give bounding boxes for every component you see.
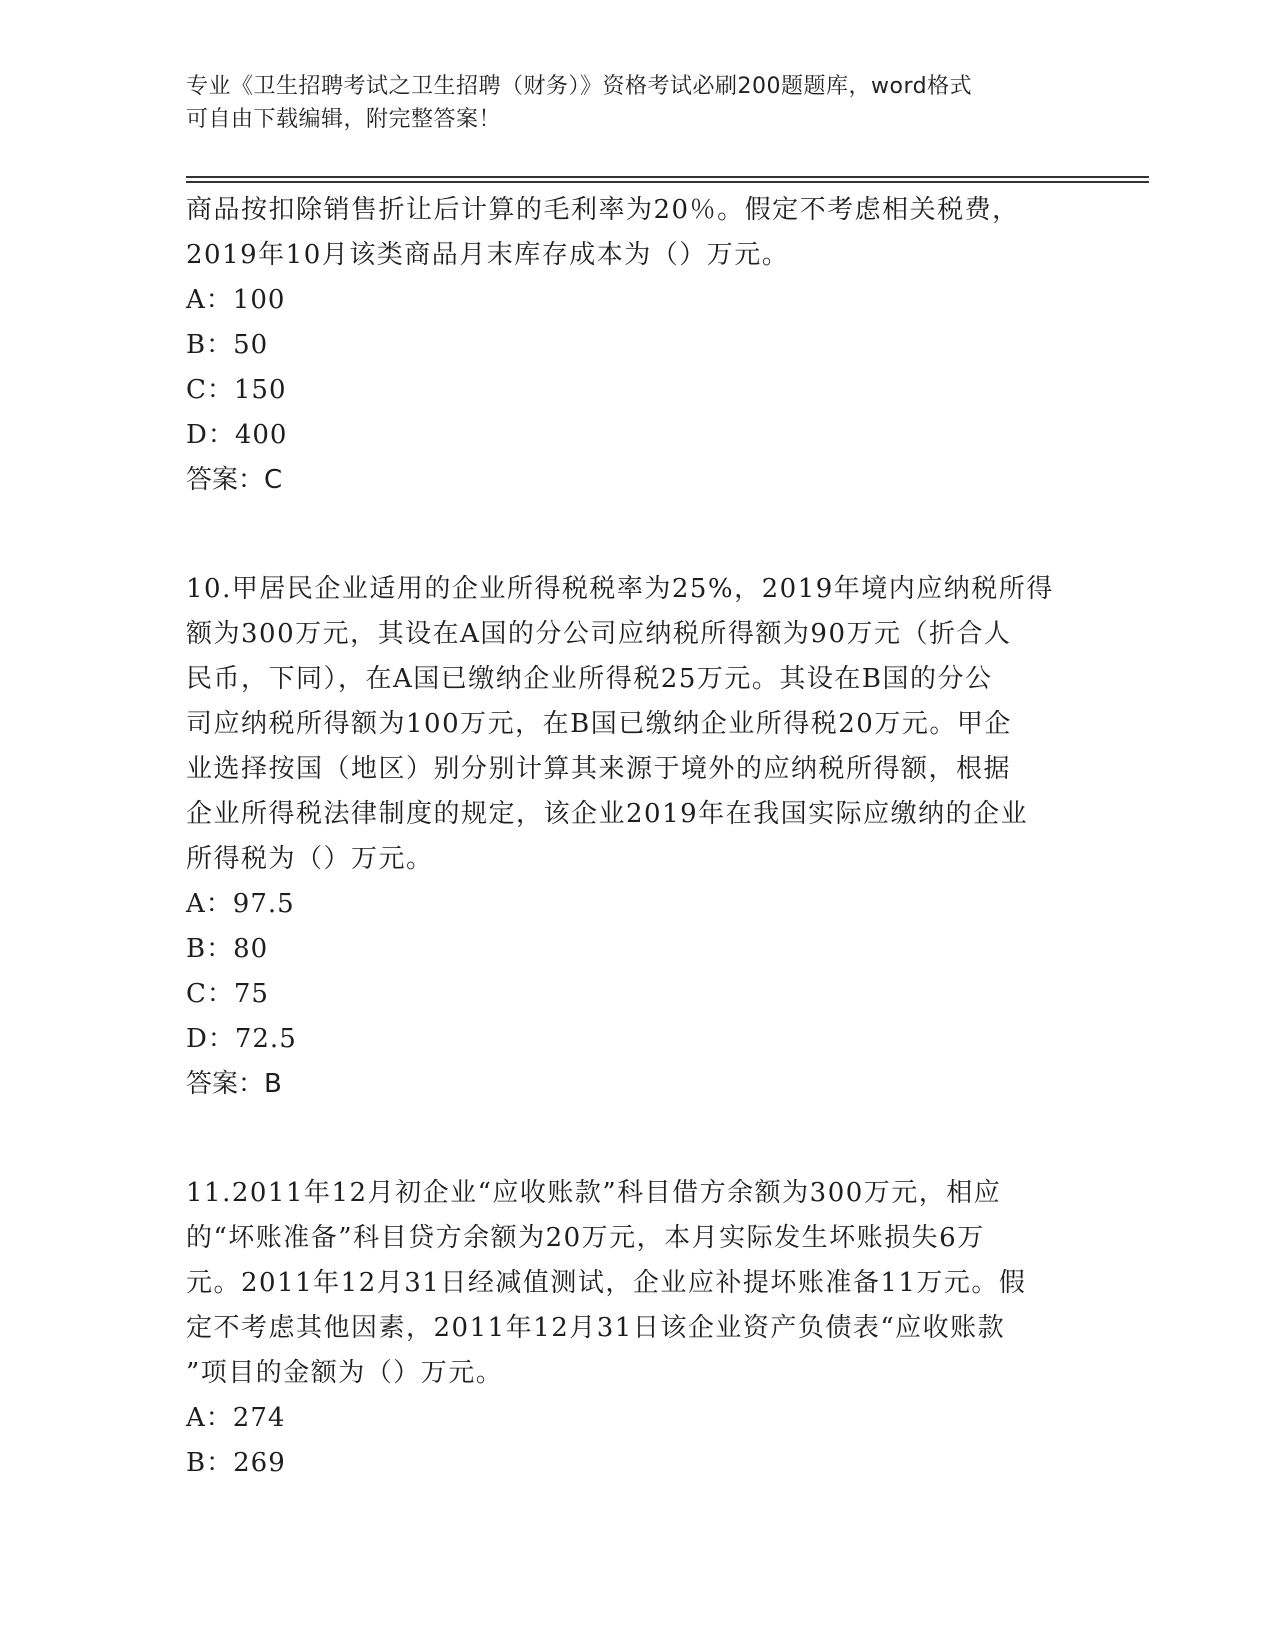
header-title-line1: 专业《卫生招聘考试之卫生招聘（财务）》资格考试必刷200题题库，word格式: [186, 74, 973, 99]
header-divider-bottom: [186, 181, 1149, 183]
question-text-line: 2019年10月该类商品月末库存成本为（）万元。: [186, 240, 790, 270]
option-b: B：269: [186, 1448, 286, 1478]
option-a: A：100: [186, 285, 286, 315]
question-text-line: 11.2011年12月初企业“应收账款”科目借方余额为300万元，相应: [186, 1178, 1002, 1208]
question-text-line: 元。2011年12月31日经减值测试，企业应补提坏账准备11万元。假: [186, 1268, 1027, 1298]
question-text-line: 的“坏账准备”科目贷方余额为20万元，本月实际发生坏账损失6万: [186, 1223, 985, 1253]
question-text-line: 企业所得税法律制度的规定，该企业2019年在我国实际应缴纳的企业: [186, 799, 1029, 829]
question-text-line: 定不考虑其他因素，2011年12月31日该企业资产负债表“应收账款: [186, 1313, 1006, 1343]
option-a: A：97.5: [186, 889, 295, 919]
question-text-line: 商品按扣除销售折让后计算的毛利率为20％。假定不考虑相关税费，: [186, 195, 1020, 225]
answer-label: 答案：C: [186, 465, 283, 495]
option-a: A：274: [186, 1403, 286, 1433]
question-9: [186, 188, 1086, 503]
header-divider-top: [186, 176, 1149, 178]
question-text-line: ”项目的金额为（）万元。: [186, 1358, 504, 1388]
header-title-line2: 可自由下载编辑，附完整答案！: [186, 107, 502, 132]
question-text-line: 所得税为（）万元。: [186, 844, 434, 874]
option-b: B：50: [186, 330, 269, 360]
section-spacer: [186, 503, 1086, 567]
answer-label: 答案：B: [186, 1069, 282, 1099]
question-text-line: 业选择按国（地区）别分别计算其来源于境外的应纳税所得额，根据: [186, 754, 1012, 784]
question-11: [186, 1171, 1086, 1486]
section-spacer: [186, 1107, 1086, 1171]
option-c: C：150: [186, 375, 287, 405]
document-body: [186, 188, 1086, 1486]
question-text-line: 额为300万元，其设在A国的分公司应纳税所得额为90万元（折合人: [186, 619, 1012, 649]
document-header: [186, 70, 1086, 136]
question-text-line: 10.甲居民企业适用的企业所得税税率为25%，2019年境内应纳税所得: [186, 574, 1054, 604]
option-d: D：400: [186, 420, 288, 450]
option-d: D：72.5: [186, 1024, 297, 1054]
question-text-line: 司应纳税所得额为100万元，在B国已缴纳企业所得税20万元。甲企: [186, 709, 1012, 739]
option-b: B：80: [186, 934, 269, 964]
option-c: C：75: [186, 979, 269, 1009]
question-10: [186, 567, 1086, 1107]
question-text-line: 民币，下同），在A国已缴纳企业所得税25万元。其设在B国的分公: [186, 664, 993, 694]
